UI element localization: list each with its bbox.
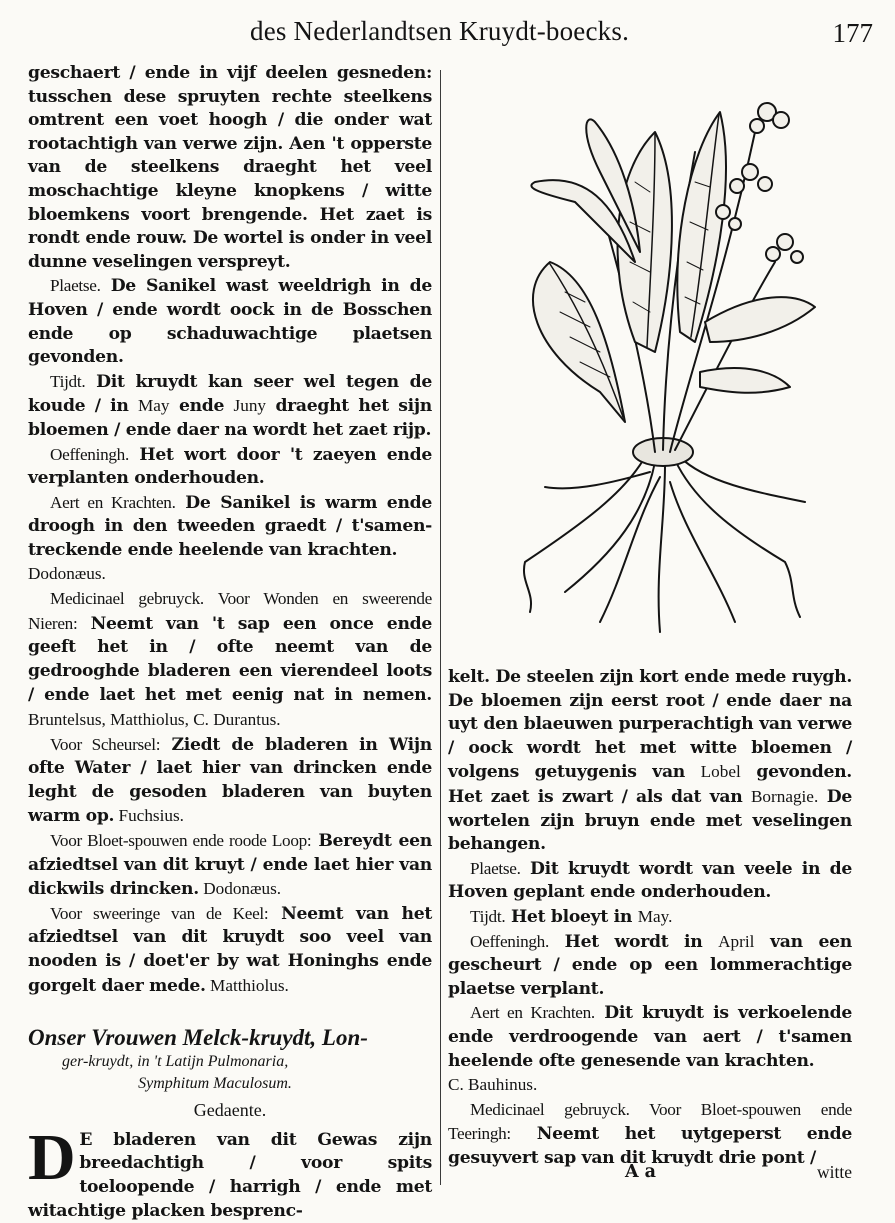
medicinal-authors: Bruntelsus, Matthiolus, C. Durantus. xyxy=(28,710,281,730)
section-title-line3: Symphitum Maculosum. xyxy=(138,1075,292,1093)
throat-author: Matthiolus. xyxy=(205,975,289,995)
properties-author-2: C. Bauhinus. xyxy=(448,1075,538,1095)
medicinal-paragraph-2 xyxy=(448,1098,852,1171)
season-paragraph xyxy=(28,370,432,443)
properties-text: De Sanikel is warm ende droogh in den tweeden graedt / t'samen-treckende ende heelende van krachten. xyxy=(28,492,432,560)
form-continued-text-c: De wortelen zijn bruyn ende met veselingen behangen. xyxy=(448,786,852,855)
habitat-text-2: Dit kruydt wordt van veele in de Hoven geplant ende onderhouden. xyxy=(448,858,852,903)
rupture-text: Ziedt de bladeren in Wijn ofte Water / laet hier van drincken ende leght de gesoden bladeren van buyten warm op. xyxy=(28,734,433,827)
root-strand xyxy=(659,464,665,632)
habitat-label: Plaetse. xyxy=(50,276,101,296)
medicinal-label: Medicinael gebruyck. Voor Wonden en sweerende Nieren: xyxy=(28,589,432,633)
properties-paragraph xyxy=(28,491,432,587)
page-header xyxy=(0,16,895,60)
form-subheading: Gedaente. xyxy=(193,1100,267,1121)
left-column xyxy=(28,62,432,1223)
medicinal-paragraph xyxy=(28,587,432,733)
section-title-line2b: Pulmonaria, xyxy=(207,1053,289,1071)
season-text-a: Dit kruydt kan seer wel tegen de koude / in xyxy=(28,371,432,417)
properties-label: Aert en Krachten. xyxy=(50,492,176,512)
habitat-text: De Sanikel wast weeldrigh in de Hoven / ende wordt oock in de Bosschen ende op schaduwachtige plaetsen gevonden. xyxy=(28,276,432,368)
drop-cap: D xyxy=(28,1120,76,1194)
cultivation-paragraph-2 xyxy=(448,930,852,1002)
root-strand xyxy=(670,482,735,622)
bleeding-label: Voor Bloet-spouwen ende roode Loop: xyxy=(50,831,312,850)
column-divider xyxy=(440,70,441,1185)
season-month-may: May xyxy=(138,396,170,416)
cultivation-text-2a: Het wordt in xyxy=(548,931,719,952)
form-text: E bladeren van dit Gewas zijn breedachtigh / voor spits toeloopende / harrigh / ende met witachtige placken besprenc- xyxy=(28,1129,432,1221)
season-month-2: May. xyxy=(637,906,673,926)
properties-paragraph-2 xyxy=(448,1001,852,1097)
authority-lobel: Lobel xyxy=(700,762,741,782)
running-title: des Nederlandtsen Kruydt-boecks. xyxy=(250,16,630,46)
catchword: witte xyxy=(817,1162,852,1182)
form-paragraph xyxy=(28,1120,432,1223)
medicinal-label-2: Medicinael gebruyck. Voor Bloet-spouwen ende Teeringh: xyxy=(448,1099,852,1144)
season-month-juny: Juny xyxy=(233,396,267,416)
medicinal-text: Neemt van 't sap een once ende geeft het in / ofte neemt van de gedrooghde bladeren een vierendeel loots / ende laet het met eenig nat in nemen. xyxy=(28,613,432,706)
form-continued xyxy=(448,666,852,857)
form-continued-text-a: kelt. De steelen zijn kort ende mede ruygh. De bloemen zijn eerst root / ende daer na uyt den blaeuwen purperachtigh van verwe / oock wordt het met witte bloemen / volgens getuygenis van xyxy=(448,667,852,783)
throat-label: Voor sweeringe van de Keel: xyxy=(50,903,269,923)
form-continued-text-b: gevonden. Het zaet is zwart / als dat van xyxy=(448,762,852,807)
cultivation-month: April xyxy=(718,931,755,951)
section-title-line2a: ger-kruydt, in 't Latijn xyxy=(62,1053,208,1071)
leaf xyxy=(700,368,790,393)
cultivation-label-2: Oeffeningh. xyxy=(470,931,549,951)
right-column xyxy=(448,666,852,1170)
properties-label-2: Aert en Krachten. xyxy=(470,1003,595,1023)
rupture-paragraph xyxy=(28,733,432,829)
season-label-2: Tijdt. xyxy=(470,906,506,926)
bleeding-paragraph xyxy=(28,829,432,902)
rupture-author: Fuchsius. xyxy=(114,806,184,826)
bleeding-text: Bereydt een afziedtsel van dit kruyt / ende laet hier van dickwils drincken. xyxy=(28,831,432,900)
plant-woodcut-illustration xyxy=(505,92,825,637)
leaf xyxy=(705,297,815,342)
cultivation-paragraph xyxy=(28,443,432,491)
habitat-paragraph xyxy=(28,274,432,369)
properties-text-2: Dit kruydt is verkoelende ende verdroogende van aert / t'samen heelende ofte genesende van krachten. xyxy=(448,1003,852,1071)
bleeding-author: Dodonæus. xyxy=(198,879,282,899)
page-number: 177 xyxy=(832,18,873,48)
season-text-b: ende xyxy=(169,396,234,417)
season-paragraph-2 xyxy=(448,905,852,930)
section-title-line1: Onser Vrouwen Melck-kruydt, Lon- xyxy=(28,1025,368,1051)
medicinal-text-2: Neemt het uytgeperst ende gesuyvert sap van dit kruydt drie pont / xyxy=(448,1124,852,1168)
section-title xyxy=(28,1024,432,1095)
habitat-paragraph-2 xyxy=(448,857,852,905)
plant-bornagie: Bornagie. xyxy=(750,786,819,806)
throat-text: Neemt van het afziedtsel van dit kruydt soo veel van nooden is / doet'er by wat Honinghs ende gorgelt daer mede. xyxy=(28,903,432,996)
season-text-c: draeght het sijn bloemen / ende daer na wordt het zaet rijp. xyxy=(28,396,432,440)
section-title-line2 xyxy=(28,1051,432,1073)
signature-mark: A a xyxy=(625,1162,657,1182)
season-label: Tijdt. xyxy=(50,371,86,391)
season-text-2: Het bloeyt in xyxy=(505,906,638,927)
habitat-label-2: Plaetse. xyxy=(470,858,521,878)
rupture-label: Voor Scheursel: xyxy=(50,734,161,754)
root-strand xyxy=(524,457,645,612)
properties-author: Dodonæus. xyxy=(28,564,106,584)
cultivation-text: Het wort door 't zaeyen ende verplanten onderhouden. xyxy=(28,444,432,489)
throat-paragraph xyxy=(28,902,432,998)
description-continued: geschaert / ende in vijf deelen gesneden: tusschen dese spruyten rechte steelkens omtrent een voet hoogh / die onder wat rootachtigh van verwe zijn. Aen 't opperste van de steelkens draeght het veel moschachtige kleyne knopkens / witte bloemkens voort brengende. Het zaet is rondt ende rouw. De wortel is onder in veel dunne veselingen verspreyt. xyxy=(28,63,432,272)
cultivation-label: Oeffeningh. xyxy=(50,444,129,464)
cultivation-text-2b: van een gescheurt / ende op een lommerachtige plaetse verplant. xyxy=(448,931,852,999)
